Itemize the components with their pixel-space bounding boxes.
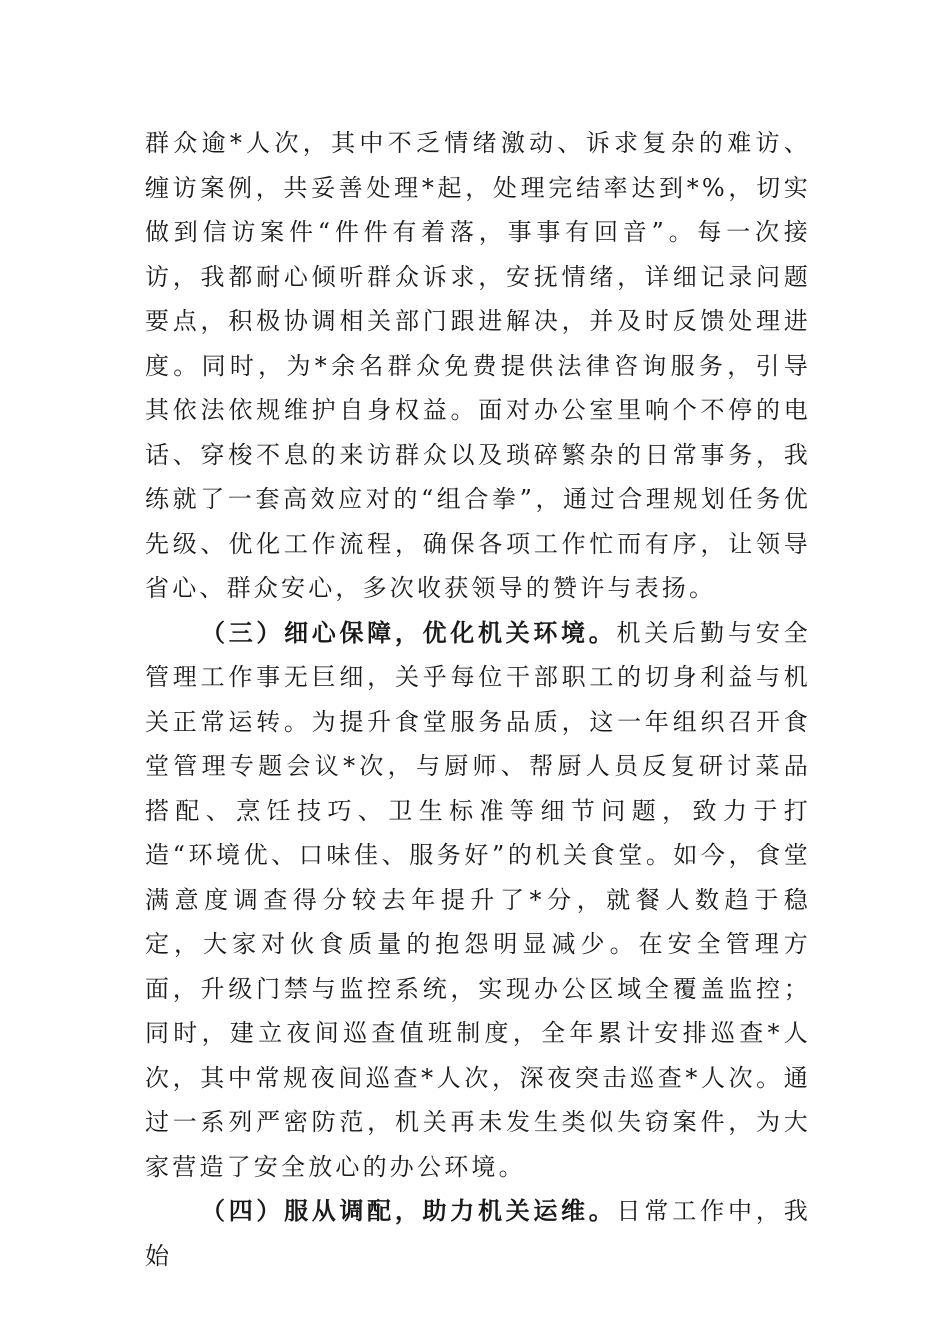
section-heading-4: （四）服从调配，助力机关运维。 xyxy=(201,1197,617,1225)
paragraph-2 xyxy=(145,611,811,1190)
paragraph-1 xyxy=(145,121,811,611)
paragraph-1-text: 群众逾*人次，其中不乏情绪激动、诉求复杂的难访、缠访案例，共妥善处理*起，处理完结率达到*%，切实做到信访案件“件件有着落，事事有回音”。每一次接访，我都耐心倾听群众诉求，安抚情绪，详细记录问题要点，积极协调相关部门跟进解决，并及时反馈处理进度。同时，为*余名群众免费提供法律咨询服务，引导其依法依规维护自身权益。面对办公室里响个不停的电话、穿梭不息的来访群众以及琐碎繁杂的日常事务，我练就了一套高效应对的“组合拳”，通过合理规划任务优先级、优化工作流程，确保各项工作忙而有序，让领导省心、群众安心，多次收获领导的赞许与表扬。 xyxy=(145,129,811,602)
paragraph-2-text: 机关后勤与安全管理工作事无巨细，关乎每位干部职工的切身利益与机关正常运转。为提升食堂服务品质，这一年组织召开食堂管理专题会议*次，与厨师、帮厨人员反复研讨菜品搭配、烹饪技巧、卫生标准等细节问题，致力于打造“环境优、口味佳、服务好”的机关食堂。如今，食堂满意度调查得分较去年提升了*分，就餐人数趋于稳定，大家对伙食质量的抱怨明显减少。在安全管理方面，升级门禁与监控系统，实现办公区域全覆盖监控；同时，建立夜间巡查值班制度，全年累计安排巡查*人次，其中常规夜间巡查*人次，深夜突击巡查*人次。通过一系列严密防范，机关再未发生类似失窃案件，为大家营造了安全放心的办公环境。 xyxy=(145,618,812,1181)
section-heading-3: （三）细心保障，优化机关环境。 xyxy=(201,618,617,647)
paragraph-3 xyxy=(145,1189,811,1278)
document-body xyxy=(145,121,811,1278)
paragraph-3-text: 日常工作中，我始 xyxy=(145,1197,812,1270)
